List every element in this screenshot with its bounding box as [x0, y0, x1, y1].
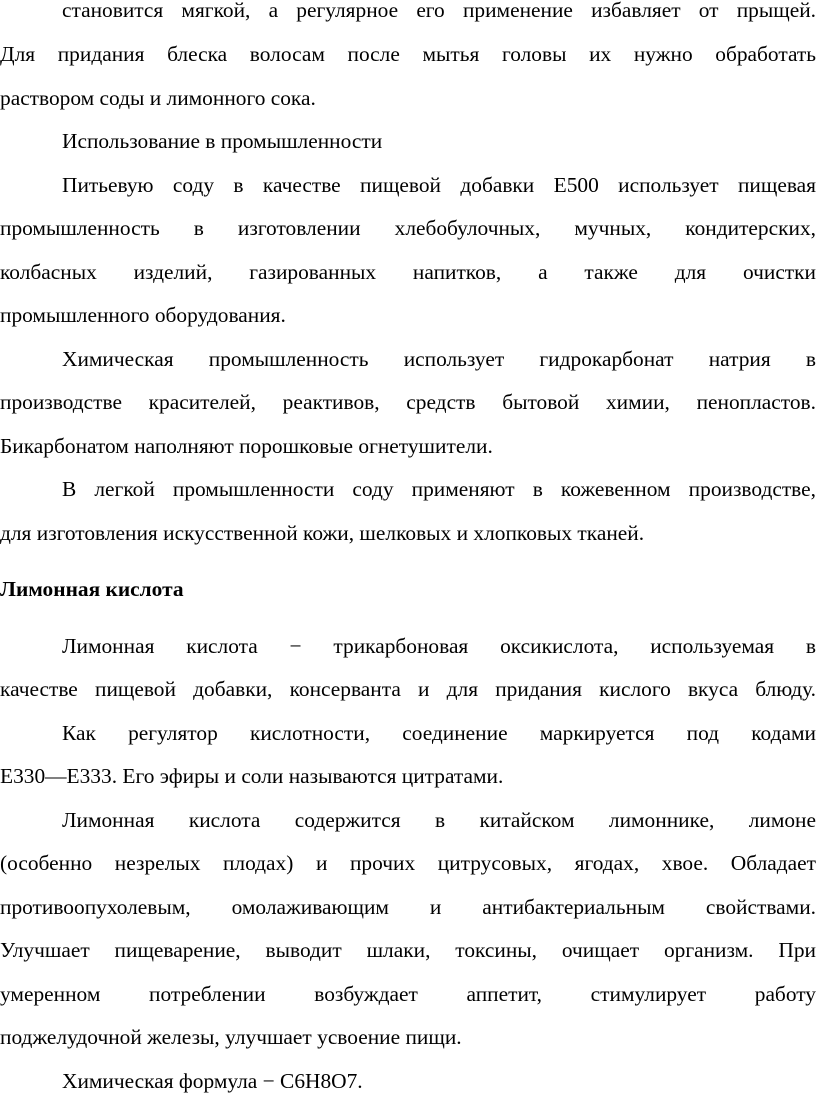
- paragraph-line: промышленного оборудования.: [0, 303, 286, 327]
- paragraph-line: (особенно незрелых плодах) и прочих цитрусовых, ягодах, хвое. Обладает: [0, 851, 816, 875]
- paragraph-line: колбасных изделий, газированных напитков, а также для очистки: [0, 260, 816, 284]
- paragraph-line: производстве красителей, реактивов, средств бытовой химии, пенопластов.: [0, 390, 816, 414]
- paragraph-line: Улучшает пищеварение, выводит шлаки, токсины, очищает организм. При: [0, 938, 816, 962]
- paragraph-line: E330—E333. Его эфиры и соли называются цитратами.: [0, 764, 504, 788]
- paragraph-line: Лимонная кислота содержится в китайском лимоннике, лимоне: [62, 808, 816, 832]
- subheading-industry: Использование в промышленности: [62, 129, 383, 153]
- paragraph-line: Химическая промышленность использует гидрокарбонат натрия в: [62, 347, 816, 371]
- paragraph-line: Лимонная кислота − трикарбоновая оксикислота, используемая в: [62, 634, 816, 658]
- section-heading-citric-acid: Лимонная кислота: [0, 577, 184, 601]
- paragraph-line: поджелудочной железы, улучшает усвоение пищи.: [0, 1025, 462, 1049]
- chemical-formula-line: Химическая формула − C6H8O7.: [62, 1069, 363, 1093]
- paragraph-line: промышленность в изготовлении хлебобулочных, мучных, кондитерских,: [0, 216, 816, 240]
- paragraph-line: В легкой промышленности соду применяют в кожевенном производстве,: [62, 477, 816, 501]
- paragraph-line: Для придания блеска волосам после мытья головы их нужно обработать: [0, 42, 816, 66]
- paragraph-line: качестве пищевой добавки, консерванта и для придания кислого вкуса блюду.: [0, 677, 816, 701]
- paragraph-line: Как регулятор кислотности, соединение маркируется под кодами: [62, 721, 816, 745]
- paragraph-line: раствором соды и лимонного сока.: [0, 86, 316, 110]
- paragraph-line: для изготовления искусственной кожи, шелковых и хлопковых тканей.: [0, 521, 645, 545]
- paragraph-line: Бикарбонатом наполняют порошковые огнетушители.: [0, 434, 493, 458]
- paragraph-line: становится мягкой, а регулярное его применение избавляет от прыщей.: [62, 0, 816, 22]
- paragraph-line: Питьевую соду в качестве пищевой добавки Е500 использует пищевая: [62, 173, 816, 197]
- paragraph-line: противоопухолевым, омолаживающим и антибактериальным свойствами.: [0, 895, 816, 919]
- paragraph-line: умеренном потреблении возбуждает аппетит, стимулирует работу: [0, 982, 816, 1006]
